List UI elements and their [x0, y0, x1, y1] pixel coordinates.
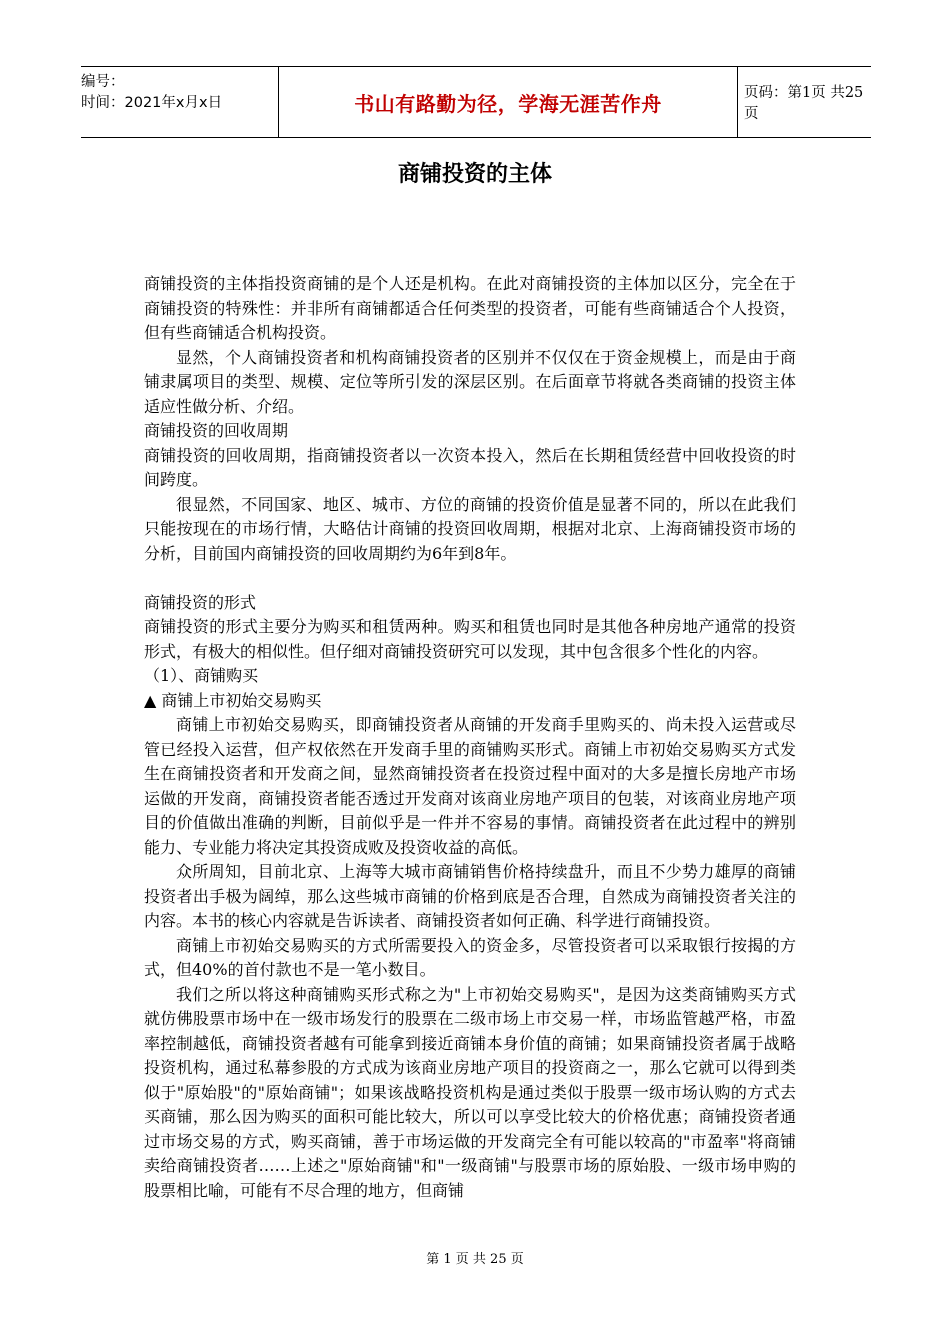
- page-footer: 第 1 页 共 25 页: [426, 1252, 524, 1267]
- paragraph: 商铺上市初始交易购买，即商铺投资者从商铺的开发商手里购买的、尚未投入运营或尽管已经投入运营，但产权依然在开发商手里的商铺购买形式。商铺上市初始交易购买方式发生在商铺投资者和开发商之间，显然商铺投资者在投资过程中面对的大多是擅长房地产市场运做的开发商，商铺投资者能否透过开发商对该商业房地产项目的包装，对该商业房地产项目的价值做出准确的判断，目前似乎是一件并不容易的事情。商铺投资者在此过程中的辨别能力、专业能力将决定其投资成败及投资收益的高低。: [144, 715, 796, 857]
- header-page-cell: [738, 67, 871, 137]
- paragraph: [144, 566, 796, 591]
- page-info: 页码：第1页 共25页: [744, 85, 864, 122]
- paragraph: ▲ 商铺上市初始交易购买: [144, 690, 322, 710]
- paragraph: 显然，个人商铺投资者和机构商铺投资者的区别并不仅仅在于资金规模上，而是由于商铺隶属项目的类型、规模、定位等所引发的深层区别。在后面章节将就各类商铺的投资主体适应性做分析、介绍。: [144, 347, 796, 416]
- page-title: 商铺投资的主体: [397, 162, 552, 187]
- paragraph: 商铺投资的形式: [144, 592, 257, 612]
- paragraph: 众所周知，目前北京、上海等大城市商铺销售价格持续盘升，而且不少势力雄厚的商铺投资者出手极为阔绰，那么这些城市商铺的价格到底是否合理，自然成为商铺投资者关注的内容。本书的核心内容就是告诉读者、商铺投资者如何正确、科学进行商铺投资。: [144, 862, 796, 930]
- paragraph: 商铺上市初始交易购买的方式所需要投入的资金多，尽管投资者可以采取银行按揭的方式，但40%的首付款也不是一笔小数目。: [144, 935, 796, 979]
- paragraph: 我们之所以将这种商铺购买形式称之为"上市初始交易购买"，是因为这类商铺购买方式就仿佛股票市场中在一级市场发行的股票在二级市场上市交易一样，市场监管越严格，市盈率控制越低，商铺投资者越有可能拿到接近商铺本身价值的商铺；如果商铺投资者属于战略投资机构，通过私幕参股的方式成为该商业房地产项目的投资商之一，那么它就可以得到类似于"原始股"的"原始商铺"；如果该战略投资机构是通过类似于股票一级市场认购的方式去买商铺，那么因为购买的面积可能比较大，所以可以享受比较大的价格优惠；商铺投资者通过市场交易的方式，购买商铺，善于市场运做的开发商完全有可能以较高的"市盈率"将商铺卖给商铺投资者……上述之"原始商铺"和"一级商铺"与股票市场的原始股、一级市场申购的股票相比喻，可能有不尽合理的地方，但商铺: [144, 984, 796, 1200]
- paragraph: 很显然，不同国家、地区、城市、方位的商铺的投资价值是显著不同的，所以在此我们只能按现在的市场行情，大略估计商铺的投资回收周期，根据对北京、上海商铺投资市场的分析，目前国内商铺投资的回收周期约为6年到8年。: [144, 494, 796, 563]
- header-meta-cell: [81, 67, 279, 137]
- document-body: [144, 272, 796, 1203]
- paragraph: 商铺投资的形式主要分为购买和租赁两种。购买和租赁也同时是其他各种房地产通常的投资形式，有极大的相似性。但仔细对商铺投资研究可以发现，其中包含很多个性化的内容。: [144, 617, 796, 661]
- number-label: 编号：: [81, 74, 125, 90]
- header-table: [81, 66, 871, 138]
- paragraph: 商铺投资的主体指投资商铺的是个人还是机构。在此对商铺投资的主体加以区分，完全在于商铺投资的特殊性：并非所有商铺都适合任何类型的投资者，可能有些商铺适合个人投资，但有些商铺适合机构投资。: [144, 274, 796, 342]
- paragraph: （1）、商铺购买: [144, 666, 259, 685]
- paragraph: 商铺投资的回收周期: [144, 421, 289, 440]
- paragraph: 商铺投资的回收周期，指商铺投资者以一次资本投入，然后在长期租赁经营中回收投资的时间跨度。: [144, 445, 796, 489]
- header-motto-cell: [279, 67, 738, 137]
- motto: 书山有路勤为径，学海无涯苦作舟: [354, 91, 662, 116]
- time-label: 时间：2021年x月x日: [81, 95, 223, 111]
